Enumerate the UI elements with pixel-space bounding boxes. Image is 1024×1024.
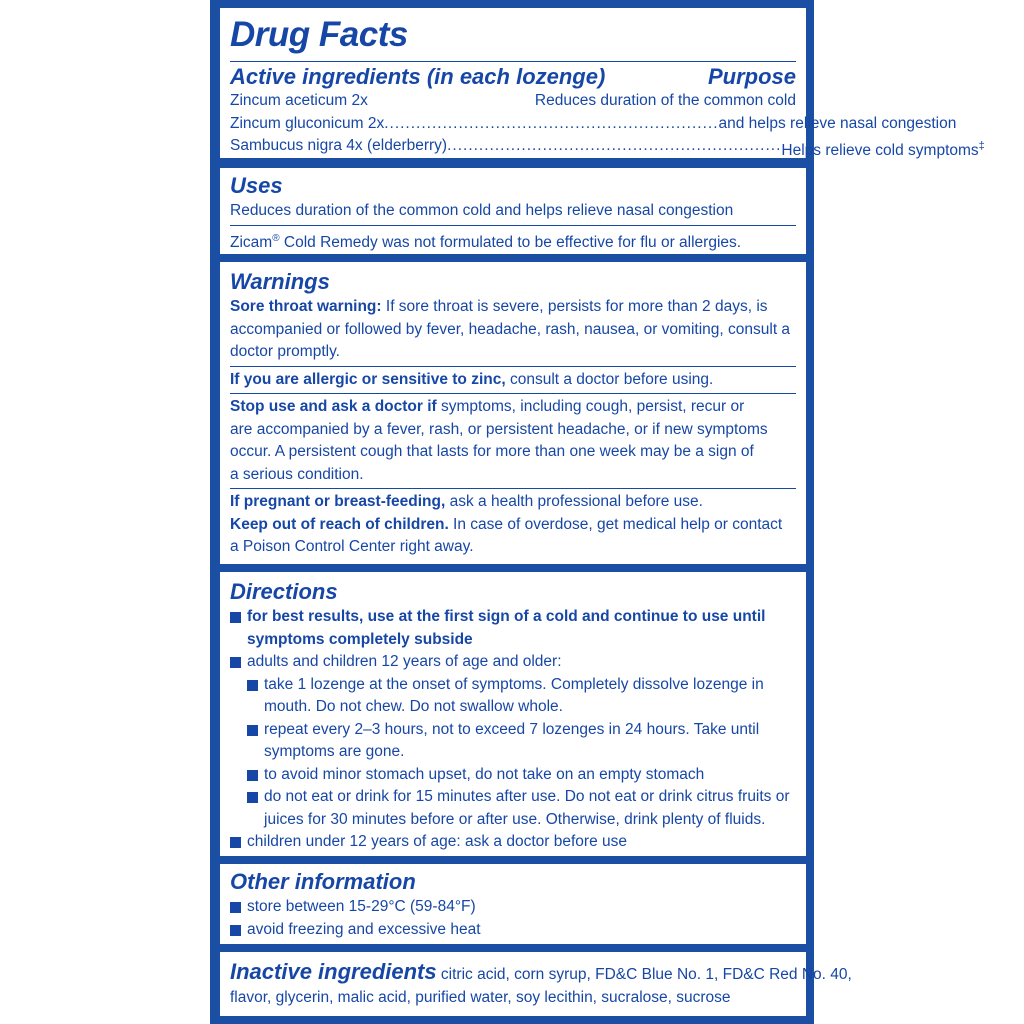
uses-heading: Uses	[230, 173, 283, 198]
inactive-line-1: Inactive ingredients citric acid, corn syrup, FD&C Blue No. 1, FD&C Red No. 40,	[230, 959, 852, 984]
uses-text: Reduces duration of the common cold and helps relieve nasal congestion	[230, 202, 734, 219]
ingredient-purpose: Helps relieve cold symptoms‡	[781, 140, 985, 160]
bullet-square-icon	[230, 612, 241, 623]
warnings-heading: Warnings	[230, 269, 330, 294]
ingredient-purpose: and helps relieve nasal congestion	[718, 114, 957, 132]
dagger-mark: ‡	[978, 140, 985, 152]
ingredient-row	[230, 90, 796, 113]
other-information-heading: Other information	[230, 869, 416, 894]
active-header-row	[230, 64, 796, 90]
directions-section	[220, 572, 806, 856]
bullet-square-icon	[247, 792, 258, 803]
bullet-square-icon	[230, 902, 241, 913]
uses-section	[220, 168, 806, 254]
ingredient-name: Sambucus nigra 4x (elderberry)	[230, 137, 448, 154]
list-item: store between 15-29°C (59-84°F)	[230, 896, 796, 919]
divider	[230, 488, 796, 489]
list-item: to avoid minor stomach upset, do not take on an empty stomach	[230, 764, 796, 787]
divider	[230, 393, 796, 394]
ingredient-name: Zincum gluconicum 2x	[230, 114, 385, 132]
list-item: avoid freezing and excessive heat	[230, 919, 796, 942]
inactive-ingredients-section	[220, 952, 852, 1016]
bullet-square-icon	[247, 770, 258, 781]
list-item: adults and children 12 years of age and older:	[230, 651, 796, 674]
list-item: children under 12 years of age: ask a doctor before use	[230, 831, 796, 854]
divider	[230, 225, 796, 226]
directions-heading: Directions	[230, 579, 338, 604]
list-item: repeat every 2–3 hours, not to exceed 7 lozenges in 24 hours. Take until symptoms are gone.	[230, 719, 796, 764]
dot-leader: ...............................................................	[447, 137, 782, 154]
stop-use-warning: Stop use and ask a doctor if symptoms, including cough, persist, recur or are accompanied by a fever, rash, or persistent headache, or if new symptoms occur. A persistent cough that lasts for more than one week may be a sign of a serious condition.	[230, 398, 768, 483]
sore-throat-warning: Sore throat warning: If sore throat is severe, persists for more than 2 days, is accompanied or followed by fever, headache, rash, nausea, or vomiting, consult a doctor promptly.	[230, 298, 791, 360]
bullet-square-icon	[247, 725, 258, 736]
ingredient-row	[230, 135, 985, 163]
list-item: for best results, use at the first sign of a cold and continue to use until symptoms completely subside	[230, 606, 796, 651]
pregnancy-warning: If pregnant or breast-feeding, ask a health professional before use.	[230, 493, 703, 510]
active-ingredients-heading: Active ingredients (in each lozenge)	[230, 64, 606, 89]
inactive-ingredients-heading: Inactive ingredients	[230, 959, 437, 984]
uses-note: Zicam® Cold Remedy was not formulated to be effective for flu or allergies.	[230, 232, 742, 251]
active-ingredients-section	[220, 8, 985, 160]
warnings-section	[220, 262, 806, 564]
bullet-square-icon	[230, 925, 241, 936]
page-title: Drug Facts	[230, 15, 408, 54]
ingredient-name: Zincum aceticum 2x	[230, 92, 368, 109]
bullet-square-icon	[230, 657, 241, 668]
other-information-section	[220, 864, 806, 944]
allergy-warning: If you are allergic or sensitive to zinc, consult a doctor before using.	[230, 370, 714, 388]
divider	[230, 366, 796, 367]
dot-leader: ...............................................................	[384, 114, 719, 132]
bullet-square-icon	[230, 837, 241, 848]
ingredient-row	[230, 113, 957, 136]
bullet-square-icon	[247, 680, 258, 691]
list-item: do not eat or drink for 15 minutes after use. Do not eat or drink citrus fruits or juices for 30 minutes before or after use. Otherwise, drink plenty of fluids.	[230, 786, 796, 831]
list-item: take 1 lozenge at the onset of symptoms. Completely dissolve lozenge in mouth. Do not chew. Do not swallow whole.	[230, 674, 796, 719]
inactive-line-2: flavor, glycerin, malic acid, purified water, soy lecithin, sucralose, sucrose	[230, 988, 731, 1006]
purpose-heading: Purpose	[707, 64, 796, 89]
divider	[230, 61, 796, 62]
ingredient-purpose: Reduces duration of the common cold	[534, 92, 796, 109]
children-warning: Keep out of reach of children. In case of overdose, get medical help or contact a Poison Control Center right away.	[230, 515, 783, 555]
